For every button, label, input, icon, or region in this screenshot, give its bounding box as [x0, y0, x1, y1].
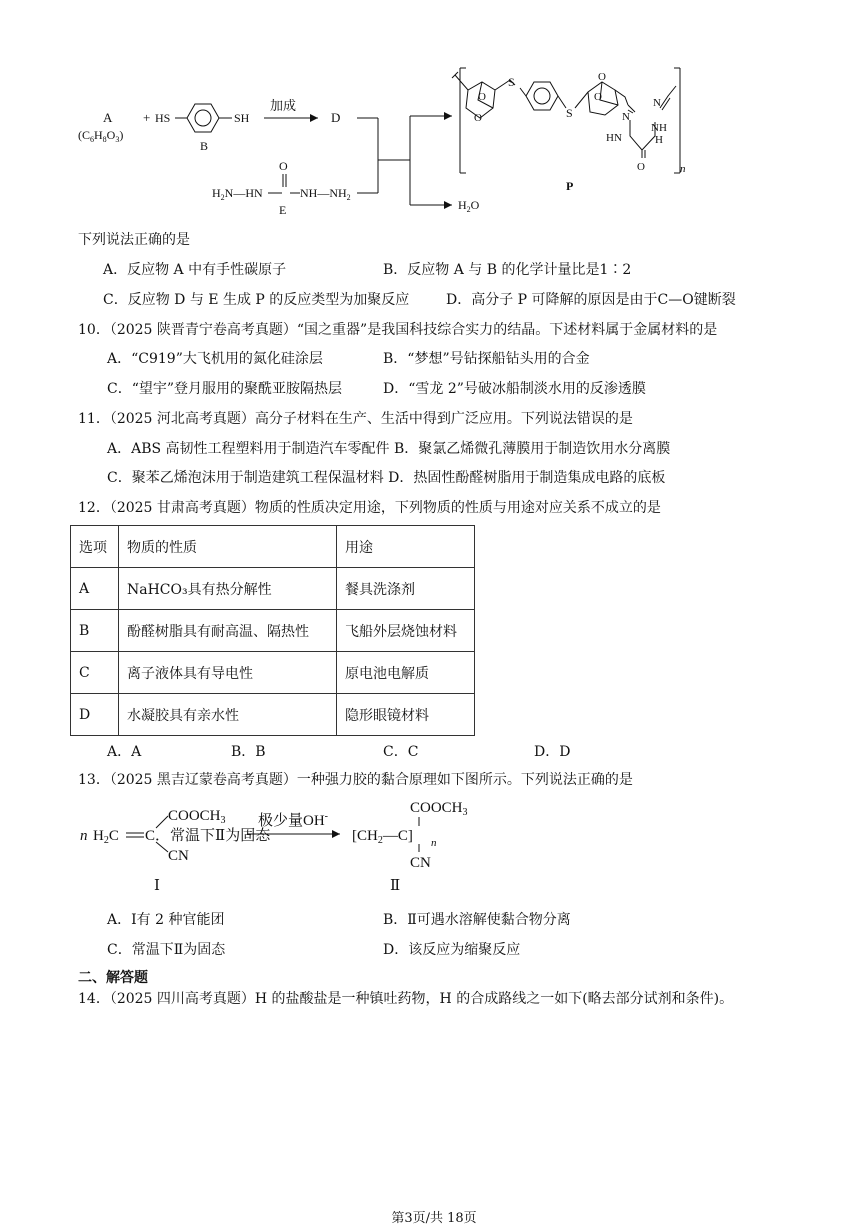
P-S1: S — [508, 75, 515, 89]
table-cell: 水凝胶具有亲水性 — [119, 694, 337, 736]
table-cell: 原电池电解质 — [337, 652, 475, 694]
q13-label-II: Ⅱ — [390, 878, 401, 894]
q13-option-B[interactable]: B．Ⅱ可遇水溶解使黏合物分离 — [383, 912, 571, 928]
benzene-ring-B — [187, 104, 219, 132]
P-H: H — [655, 134, 663, 146]
P-NH: NH — [651, 122, 667, 134]
P-N1: N — [622, 111, 630, 123]
table-cell: B — [71, 610, 119, 652]
q10-option-C[interactable]: C．“望宇”登月服用的聚酰亚胺隔热层 — [107, 381, 343, 397]
q13-option-D[interactable]: D．该反应为缩聚反应 — [383, 942, 521, 958]
table-row — [71, 652, 475, 694]
q13-condition: 极少量OH- — [258, 811, 329, 829]
q9-option-B[interactable]: B．反应物 A 与 B 的化学计量比是1∶2 — [383, 262, 632, 278]
P-n: n — [680, 163, 686, 175]
scheme-E-formula-left: $H_2N—HN$ — [212, 186, 263, 202]
q13-stem: 13．（2025 黑吉辽蒙卷高考真题）一种强力胶的黏合原理如下图所示。下列说法正确的是 — [78, 772, 633, 788]
q10-option-D[interactable]: D．“雪龙 2”号破冰船制淡水用的反渗透膜 — [383, 381, 646, 397]
q11-stem: 11．（2025 河北高考真题）高分子材料在生产、生活中得到广泛应用。下列说法错误的是 — [78, 411, 633, 427]
P-HN: HN — [606, 132, 622, 144]
table-header-cell: 用途 — [337, 526, 475, 568]
q10-option-A[interactable]: A．“C919”大飞机用的氮化硅涂层 — [107, 351, 323, 367]
P-O2: O — [474, 112, 482, 124]
scheme-E-formula-right: $NH—NH_2$ — [300, 186, 351, 202]
P-N2: N — [653, 97, 661, 109]
table-header-row — [71, 526, 475, 568]
scheme-plus: + — [143, 110, 151, 125]
P-label: P — [566, 179, 574, 193]
section-heading: 二、解答题 — [78, 970, 148, 986]
table-row — [71, 694, 475, 736]
table-row — [71, 610, 475, 652]
q11-options-CD[interactable]: C．聚苯乙烯泡沫用于制造建筑工程保温材料 D．热固性酚醛树脂用于制造集成电路的底板 — [107, 470, 666, 486]
arrow-condition: 加成 — [270, 98, 297, 113]
scheme-H2O: $H_2O$ — [458, 198, 480, 214]
table-cell: 酚醛树脂具有耐高温、隔热性 — [119, 610, 337, 652]
table-cell: 飞船外层烧蚀材料 — [337, 610, 475, 652]
scheme-SH: SH — [234, 111, 250, 125]
q14-stem: 14．（2025 四川高考真题）H 的盐酸盐是一种镇吐药物，H 的合成路线之一如下(略去部分试剂和条件)。 — [78, 991, 734, 1007]
q12-option-D[interactable]: D．D — [534, 744, 571, 760]
P-O-carbonyl: O — [637, 161, 645, 173]
q13-label-I: Ⅰ — [154, 878, 160, 894]
q9-option-D[interactable]: D．高分子 P 可降解的原因是由于C—O键断裂 — [446, 292, 736, 308]
q10-option-B[interactable]: B．“梦想”号钻探船钻头用的合金 — [383, 351, 590, 367]
q13-COOCH3: $COOCH_3$ — [168, 808, 226, 826]
scheme-HS: HS — [155, 111, 171, 125]
table-header-cell: 选项 — [71, 526, 119, 568]
scheme-E-label: E — [279, 203, 287, 217]
q9-option-A[interactable]: A．反应物 A 中有手性碳原子 — [103, 262, 287, 278]
scheme-E-O: O — [279, 159, 288, 173]
q13-CN: CN — [168, 848, 189, 864]
q9-stem: 下列说法正确的是 — [78, 232, 190, 248]
q10-stem: 10．（2025 陕晋青宁卷高考真题）“国之重器”是我国科技综合实力的结晶。下述材料属于金属材料的是 — [78, 322, 718, 338]
scheme-B-label: B — [200, 139, 209, 153]
reaction-scheme-q9 — [0, 0, 868, 225]
P-S2: S — [566, 106, 573, 120]
q13-n: n — [80, 828, 88, 844]
q13-polymer-n: n — [431, 837, 437, 849]
table-header-cell: 物质的性质 — [119, 526, 337, 568]
q11-options-AB[interactable]: A．ABS 高韧性工程塑料用于制造汽车零配件 B．聚氯乙烯微孔薄膜用于制造饮用水分离膜 — [107, 441, 671, 457]
q13-option-A[interactable]: A．Ⅰ有 2 种官能团 — [107, 912, 225, 928]
P-O4: O — [594, 91, 602, 103]
reaction-scheme-q13 — [0, 790, 868, 900]
q12-table — [70, 525, 475, 736]
q9-option-C[interactable]: C．反应物 D 与 E 生成 P 的反应类型为加聚反应 — [103, 292, 410, 308]
q12-option-A[interactable]: A．A — [107, 744, 142, 760]
scheme-A-formula: $(C_6H_8O_3)$ — [78, 128, 124, 144]
q13-COOCH3-product: $COOCH_3$ — [410, 800, 468, 818]
q13-H2C: $H_2C$ — [93, 828, 119, 846]
table-cell: A — [71, 568, 119, 610]
q13-C: C．常温下Ⅱ为固态 — [145, 828, 271, 844]
table-row — [71, 568, 475, 610]
q12-option-B[interactable]: B．B — [231, 744, 266, 760]
scheme-D-label: D — [331, 110, 341, 125]
P-O3: O — [598, 71, 606, 83]
q12-stem: 12．（2025 甘肃高考真题）物质的性质决定用途，下列物质的性质与用途对应关系不成立的是 — [78, 500, 661, 516]
table-cell: 离子液体具有导电性 — [119, 652, 337, 694]
table-cell: 隐形眼镜材料 — [337, 694, 475, 736]
q13-polymer: $[CH_2—C]$ — [352, 828, 413, 846]
table-cell: NaHCO₃具有热分解性 — [119, 568, 337, 610]
scheme-A-label: A — [103, 110, 113, 125]
q13-option-C[interactable]: C．常温下Ⅱ为固态 — [107, 942, 226, 958]
table-cell: C — [71, 652, 119, 694]
page-footer: 第3页/共 18页 — [391, 1211, 477, 1226]
q13-CN-product: CN — [410, 855, 431, 871]
table-cell: D — [71, 694, 119, 736]
table-cell: 餐具洗涤剂 — [337, 568, 475, 610]
P-O1: O — [478, 91, 486, 103]
q12-option-C[interactable]: C．C — [383, 744, 419, 760]
polymer-P-structure — [452, 68, 680, 173]
